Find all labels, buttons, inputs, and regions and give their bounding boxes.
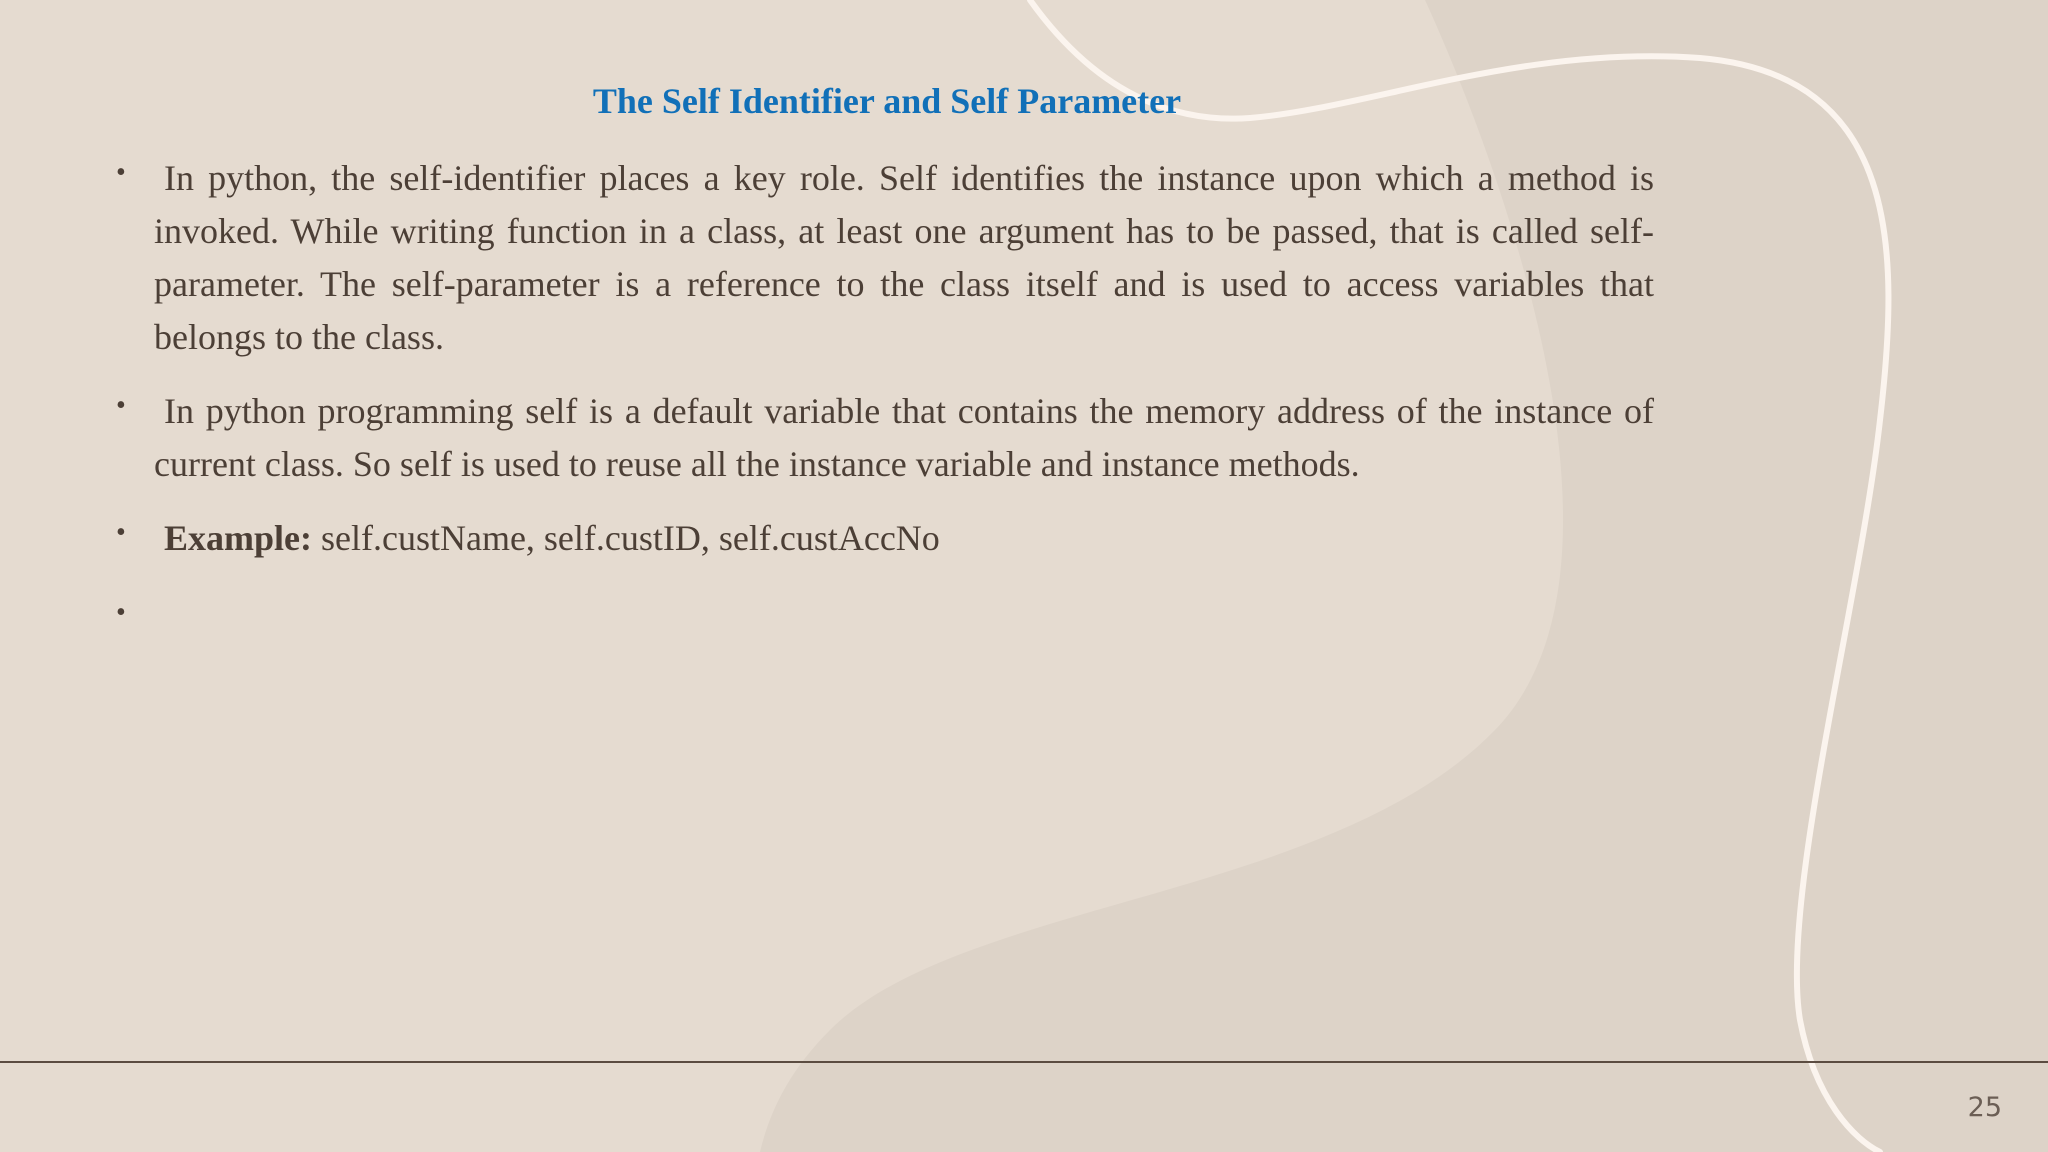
example-label: Example: [164, 518, 312, 558]
slide-title: The Self Identifier and Self Parameter [592, 81, 1182, 121]
bullet-text: In python programming self is a default variable that contains the memory address of the instance of current class. So self is used to reuse all the instance variable and instance methods. [154, 391, 1654, 484]
bullet-dot: • [116, 157, 126, 188]
bullet-list [116, 152, 1654, 660]
bullet-text: In python, the self-identifier places a key role. Self identifies the instance upon which a method is invoked. While writing function in a class, at least one argument has to be passed, that is called self-parameter. The self-parameter is a reference to the class itself and is used to access variables that belongs to the class. [154, 158, 1654, 357]
bullet-item [116, 385, 1654, 491]
bullet-dot: • [116, 390, 126, 421]
bullet-dot: • [116, 597, 126, 628]
bullet-item [116, 512, 1654, 565]
bullet-item [116, 152, 1654, 364]
bullet-item-empty [116, 586, 1654, 639]
footer-rule [0, 1061, 2048, 1063]
page-number: 25 [1967, 1092, 2002, 1123]
bullet-dot: • [116, 517, 126, 548]
bullet-text: self.custName, self.custID, self.custAccNo [312, 518, 940, 558]
